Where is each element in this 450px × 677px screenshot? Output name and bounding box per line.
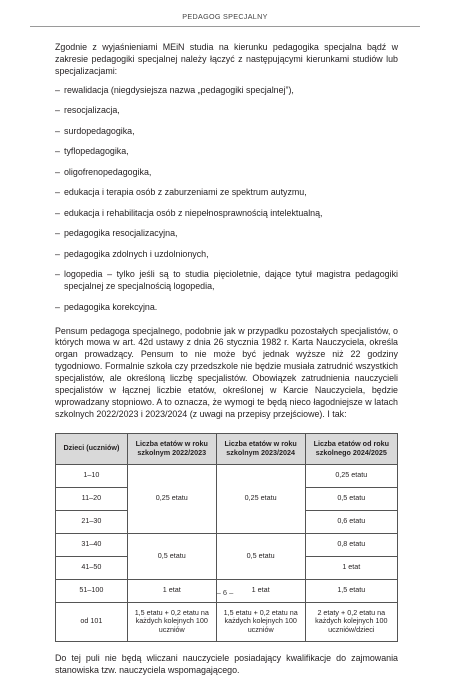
table-cell: 0,25 etatu xyxy=(216,464,305,533)
list-item: – logopedia – tylko jeśli są to studia pięcioletnie, dające tytuł magistra pedagogiki specjalnej ze specjalnością logopedia, xyxy=(55,269,398,292)
table-cell: 1 etat xyxy=(305,556,397,579)
list-item-text: logopedia – tylko jeśli są to studia pięcioletnie, dające tytuł magistra pedagogiki specjalnej ze specjalnością logopedia, xyxy=(64,269,398,292)
list-item: – pedagogika zdolnych i uzdolnionych, xyxy=(55,248,209,259)
list-item-text: resocjalizacja, xyxy=(64,105,120,116)
list-item: – resocjalizacja, xyxy=(55,105,120,116)
table-cell: 11–20 xyxy=(56,487,128,510)
table-row xyxy=(56,602,398,641)
page-number: – 6 – xyxy=(216,588,234,597)
closing-paragraph: Do tej puli nie będą wliczani nauczyciele posiadający kwalifikacje do zajmowania stanowiska tzw. nauczyciela wspomagającego. xyxy=(55,652,398,675)
table-cell: 1 etat xyxy=(216,579,305,602)
table-cell: 0,6 etatu xyxy=(305,510,397,533)
list-item: – pedagogika resocjalizacyjna, xyxy=(55,228,178,239)
table-cell: 0,8 etatu xyxy=(305,533,397,556)
table-cell: 1–10 xyxy=(56,464,128,487)
table-cell: 1,5 etatu + 0,2 etatu na każdych kolejnych 100 uczniów xyxy=(127,602,216,641)
table-cell: 21–30 xyxy=(56,510,128,533)
table-cell: 0,25 etatu xyxy=(127,464,216,533)
list-item-text: edukacja i terapia osób z zaburzeniami ze spektrum autyzmu, xyxy=(64,187,307,198)
table-cell: 0,5 etatu xyxy=(216,533,305,579)
list-item-text: tyflopedagogika, xyxy=(64,146,129,157)
staffing-table xyxy=(55,433,398,642)
table-cell: 31–40 xyxy=(56,533,128,556)
column-header: Liczba etatów w roku szkolnym 2023/2024 xyxy=(216,433,305,464)
table-header-row xyxy=(56,433,398,464)
list-item: – oligofrenopedagogika, xyxy=(55,166,152,177)
table-cell: od 101 xyxy=(56,602,128,641)
table-cell: 2 etaty + 0,2 etatu na każdych kolejnych 100 uczniów/dzieci xyxy=(305,602,397,641)
list-item-text: rewalidacja (niegdysiejsza nazwa „pedagogiki specjalnej”), xyxy=(64,84,294,95)
table-cell: 51–100 xyxy=(56,579,128,602)
pensum-paragraph: Pensum pedagoga specjalnego, podobnie jak w przypadku pozostałych specjalistów, o których mowa w art. 42d ustawy z dnia 26 stycznia 1982 r. Karta Nauczyciela, określa organ prowadzący. Pensum to nie może być jednak wyższe niż 22 godziny tygodniowo. Formalnie szkoła czy przedszkole nie będzie musiała zatrudnić wszystkich specjalistów, ale określoną liczbę specjalistów. Obowiązek zatrudnienia nauczycieli specjalistów w łącznej liczbie etatów, określonej w Karcie Nauczyciela, będzie wprowadzany stopniowo. A to oznacza, że wymogi te będą nieco łagodniejsze w latach szkolnych 2022/2023 i 2023/2024 (z uwagi na przepisy przejściowe). I tak: xyxy=(55,325,398,419)
intro-paragraph: Zgodnie z wyjaśnieniami MEiN studia na kierunku pedagogika specjalna bądź w zakresie pedagogiki specjalnej należy łączyć z następującymi kierunkami studiów lub specjalizacjami: xyxy=(55,42,398,76)
list-item: – rewalidacja (niegdysiejsza nazwa „pedagogiki specjalnej”), xyxy=(55,84,294,95)
running-header: PEDAGOG SPECJALNY xyxy=(30,8,420,27)
table-cell: 0,5 etatu xyxy=(305,487,397,510)
column-header: Liczba etatów od roku szkolnego 2024/2025 xyxy=(305,433,397,464)
list-item: – edukacja i rehabilitacja osób z niepełnosprawnością intelektualną, xyxy=(55,207,323,218)
table-row xyxy=(56,533,398,556)
list-item-text: edukacja i rehabilitacja osób z niepełnosprawnością intelektualną, xyxy=(64,207,323,218)
list-item-text: pedagogika resocjalizacyjna, xyxy=(64,228,178,239)
list-item: – surdopedagogika, xyxy=(55,125,135,136)
list-item: – tyflopedagogika, xyxy=(55,146,129,157)
table-row xyxy=(56,464,398,487)
column-header: Dzieci (uczniów) xyxy=(56,433,128,464)
table-cell: 41–50 xyxy=(56,556,128,579)
specialization-list xyxy=(55,85,398,314)
table-cell: 0,5 etatu xyxy=(127,533,216,579)
list-item-text: pedagogika korekcyjna. xyxy=(64,301,158,312)
list-item: – edukacja i terapia osób z zaburzeniami ze spektrum autyzmu, xyxy=(55,187,307,198)
list-item-text: oligofrenopedagogika, xyxy=(64,166,152,177)
list-item-text: pedagogika zdolnych i uzdolnionych, xyxy=(64,248,209,259)
table-cell: 1,5 etatu xyxy=(305,579,397,602)
table-cell: 1 etat xyxy=(127,579,216,602)
column-header: Liczba etatów w roku szkolnym 2022/2023 xyxy=(127,433,216,464)
page-content xyxy=(55,42,398,677)
table-cell: 0,25 etatu xyxy=(305,464,397,487)
table-cell: 1,5 etatu + 0,2 etatu na każdych kolejnych 100 uczniów xyxy=(216,602,305,641)
list-item: – pedagogika korekcyjna. xyxy=(55,301,158,312)
list-item-text: surdopedagogika, xyxy=(64,125,135,136)
